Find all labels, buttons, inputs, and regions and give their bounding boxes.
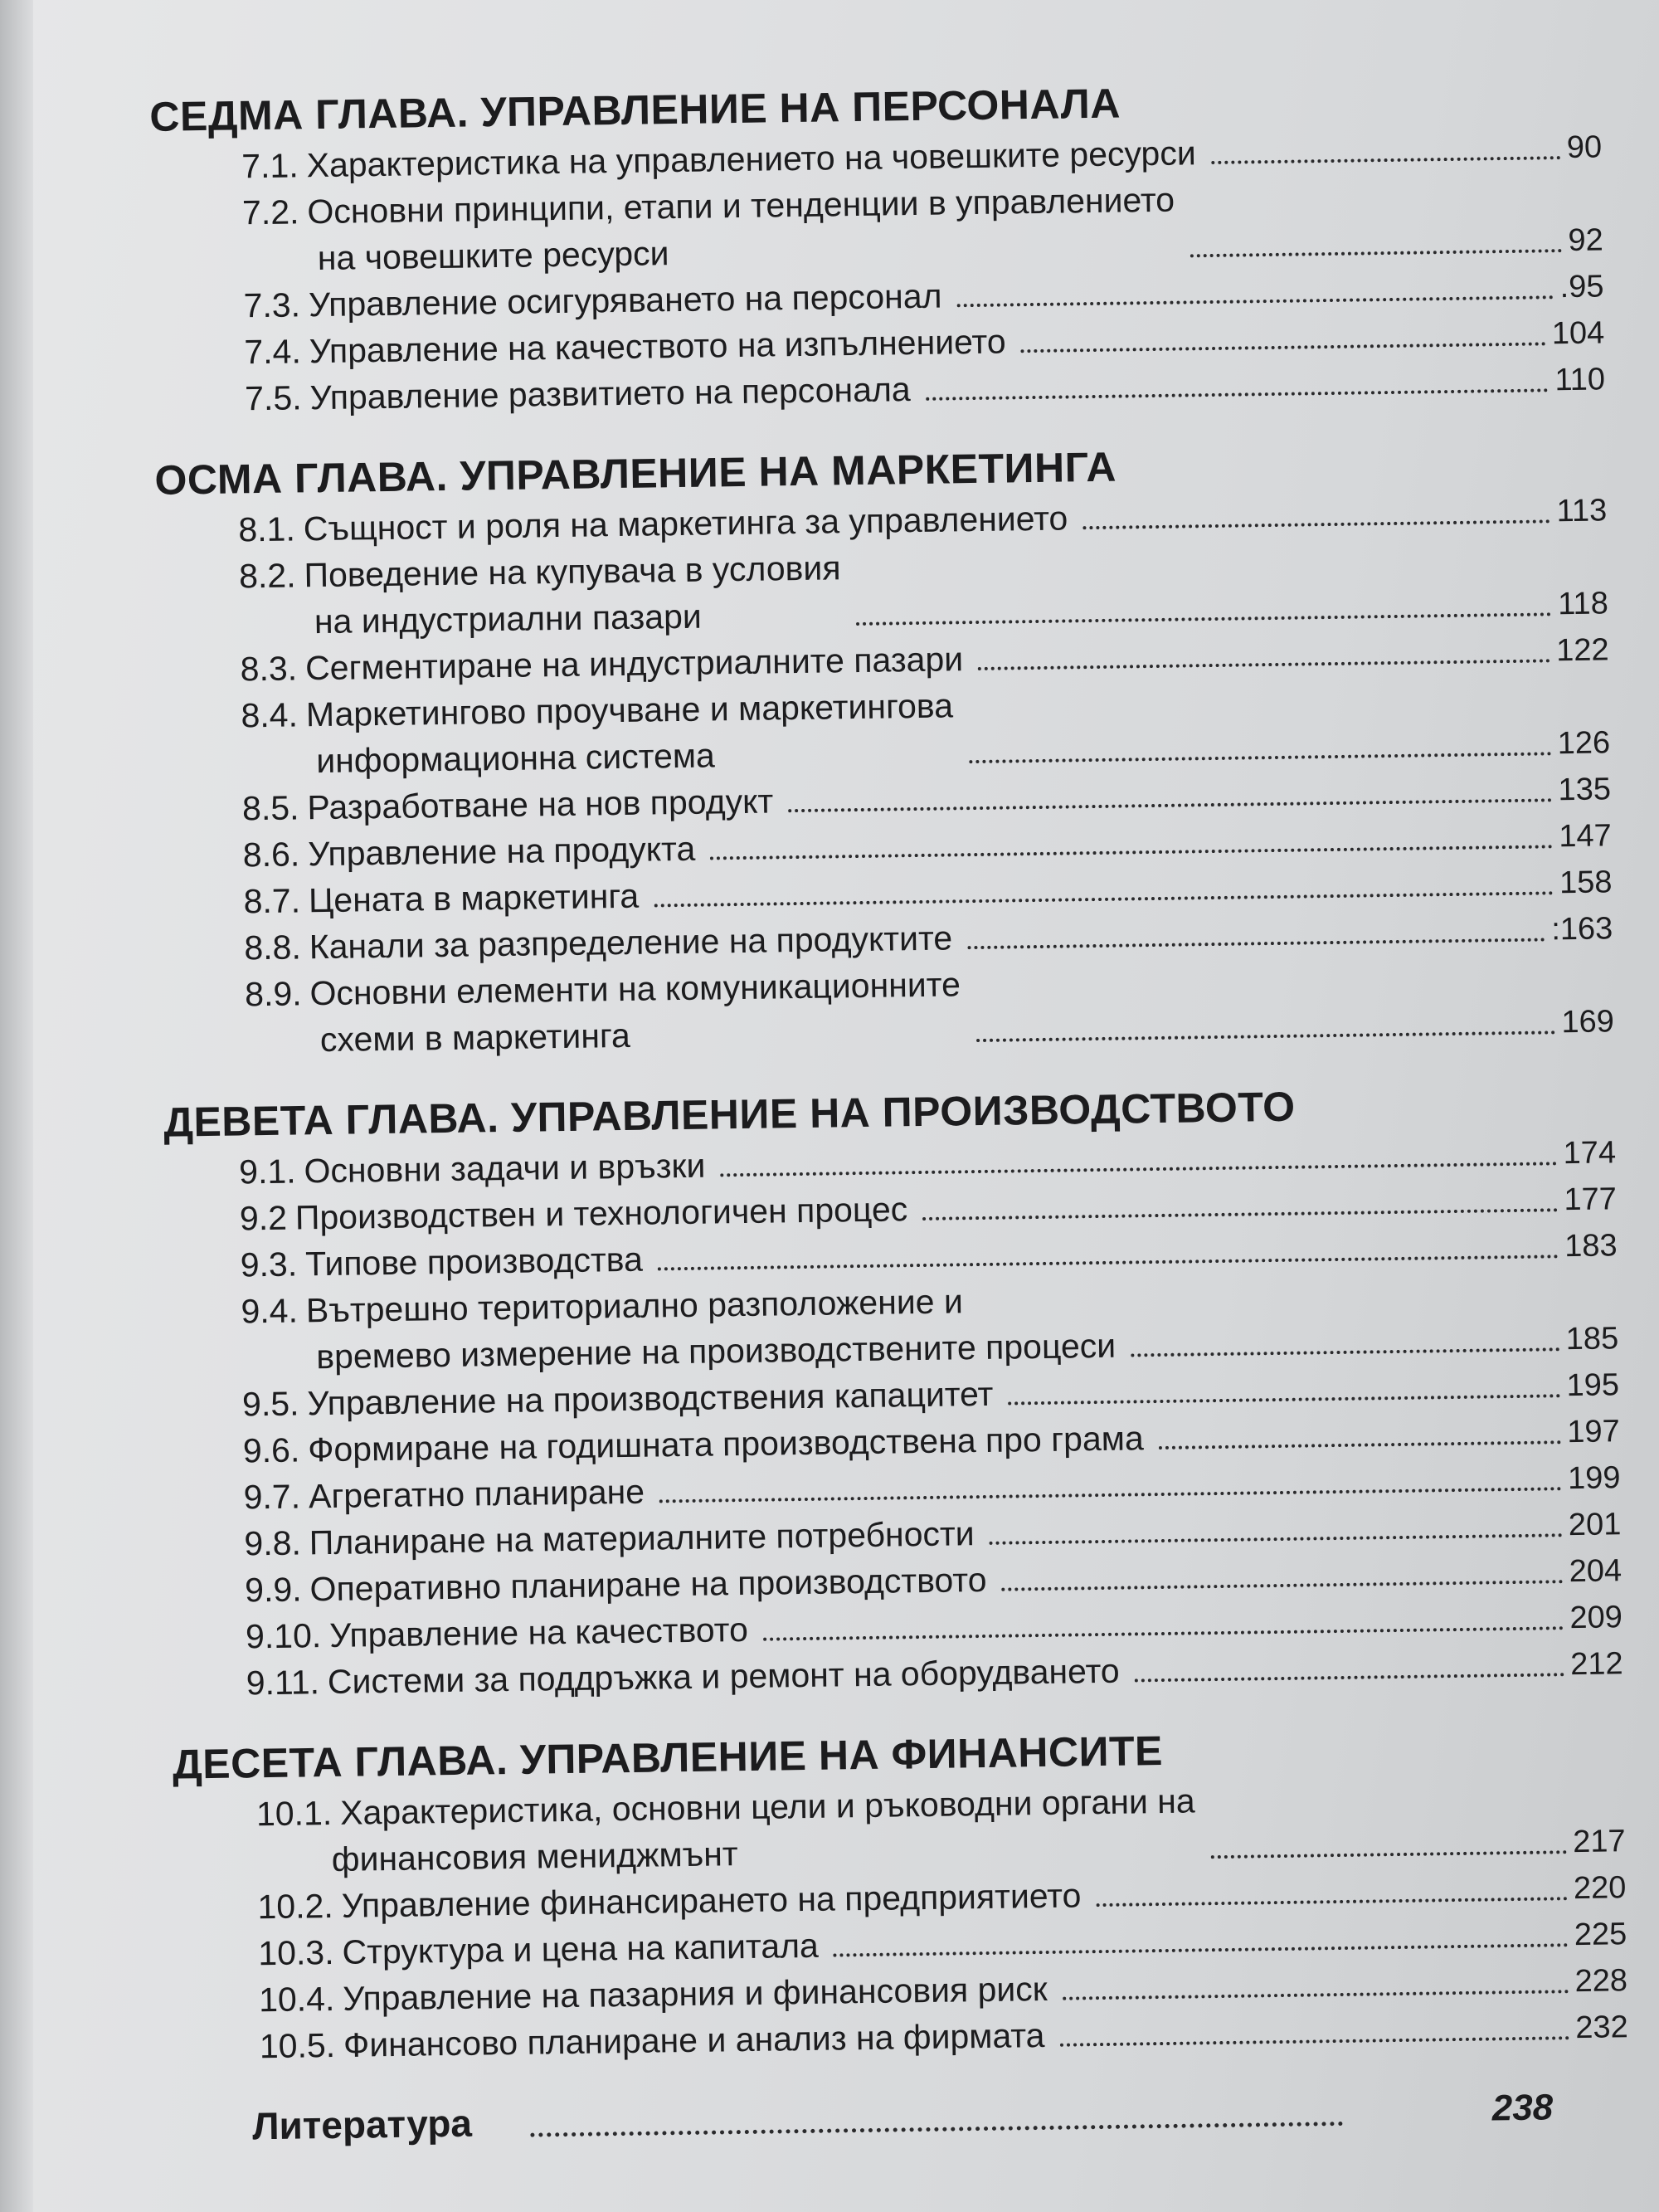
- page-number: 217: [1572, 1824, 1626, 1860]
- section-title: Финансово планиране и анализ на фирмата: [343, 2016, 1045, 2064]
- toc-entry-text: [242, 826, 695, 879]
- dot-leader: [788, 798, 1551, 812]
- chapter-title: СЕДМА ГЛАВА. УПРАВЛЕНИЕ НА ПЕРСОНАЛА: [149, 80, 1121, 140]
- section-number: 10.5.: [259, 2025, 336, 2066]
- section-title: Типове производства: [304, 1240, 644, 1284]
- page-number: .95: [1559, 269, 1604, 305]
- toc-entry-text: [245, 961, 961, 1064]
- section-number: 7.1.: [241, 146, 299, 186]
- section-number: 10.3.: [258, 1932, 334, 1973]
- toc-entry-literature[interactable]: [169, 2082, 1630, 2152]
- section-title: Управление финансирането на предприятието: [341, 1876, 1082, 1925]
- toc-entry-text: [240, 1186, 908, 1241]
- page-number: 169: [1561, 1004, 1615, 1040]
- dot-leader: [720, 1162, 1556, 1177]
- section-number: 9.9.: [244, 1570, 302, 1610]
- page-number: 110: [1554, 362, 1606, 398]
- section-title-continued: информационна система: [315, 736, 716, 781]
- page-number: 122: [1555, 632, 1609, 669]
- toc-entry-text: [239, 544, 842, 646]
- page-number: 228: [1574, 1963, 1628, 2000]
- section-title: Управление на качеството на изпълнението: [309, 322, 1006, 371]
- dot-leader: [1190, 249, 1562, 257]
- page-number: 126: [1557, 725, 1611, 762]
- section-number: 8.1.: [238, 509, 296, 549]
- dot-leader: [1159, 1440, 1561, 1449]
- dot-leader: [658, 1255, 1558, 1270]
- page-number: 204: [1569, 1553, 1623, 1590]
- section-number: 7.2.: [241, 192, 299, 232]
- section-title: Управление на качеството: [328, 1610, 749, 1655]
- section-number: 8.7.: [243, 881, 301, 921]
- dot-leader: [1021, 342, 1545, 353]
- section-number: 7.5.: [244, 378, 302, 418]
- toc-entry-text: [242, 777, 774, 831]
- dot-leader: [654, 891, 1553, 907]
- section-number: 9.2: [239, 1198, 288, 1238]
- table-of-contents: [141, 71, 1630, 2151]
- section-title-continued: на индустриални пазари: [314, 597, 703, 641]
- section-title: Характеристика, основни цели и ръководни органи на: [339, 1781, 1195, 1832]
- section-number: 9.4.: [241, 1291, 299, 1331]
- section-title-continued: на човешките ресурси: [317, 234, 669, 278]
- section-title: Основни задачи и връзки: [304, 1146, 706, 1191]
- toc-entry-text: [240, 1236, 643, 1289]
- dot-leader: [967, 938, 1545, 949]
- toc-entry-text: [245, 366, 911, 421]
- section-number: 8.4.: [241, 695, 299, 735]
- section-title: Системи за поддръжка и ремонт на оборудването: [327, 1651, 1120, 1702]
- chapter-section: [146, 434, 1614, 1065]
- section-number: 9.3.: [240, 1245, 298, 1284]
- chapter-section: [155, 1076, 1623, 1708]
- section-number: 9.11.: [246, 1663, 320, 1703]
- section-title: Основни принципи, етапи и тенденции в управлението: [307, 180, 1175, 231]
- page-number: :163: [1551, 911, 1613, 948]
- section-title: Формиране на годишната производствена про грама: [307, 1419, 1145, 1469]
- section-title-continued: времево измерение на производствените процеси: [315, 1326, 1117, 1376]
- section-title-continued: схеми в маркетинга: [319, 1016, 631, 1060]
- chapter-title: ДЕВЕТА ГЛАВА. УПРАВЛЕНИЕ НА ПРОИЗВОДСТВОТО: [163, 1083, 1296, 1146]
- section-title: Оперативно планиране на производството: [309, 1560, 987, 1609]
- section-number: 9.10.: [245, 1616, 322, 1656]
- toc-entry[interactable]: [153, 952, 1614, 1065]
- section-number: 9.5.: [241, 1384, 299, 1424]
- dot-leader: [976, 1030, 1555, 1042]
- page-number: 238: [1491, 2087, 1554, 2129]
- page-number: 183: [1564, 1228, 1618, 1264]
- dot-leader: [1211, 156, 1560, 164]
- section-title: Структура и цена на капитала: [342, 1926, 820, 1971]
- dot-leader: [957, 295, 1554, 307]
- dot-leader: [1135, 1673, 1564, 1682]
- section-title: Управление осигуряването на персонал: [308, 276, 942, 324]
- dot-leader: [978, 659, 1550, 670]
- section-title: Планиране на материалните потребности: [309, 1514, 975, 1562]
- dot-leader: [1002, 1580, 1563, 1591]
- literature-label: Литература: [251, 2101, 473, 2148]
- page-number: 118: [1557, 586, 1609, 622]
- section-number: 8.8.: [244, 928, 302, 967]
- section-title: Канали за разпределение на продуктите: [309, 918, 953, 967]
- dot-leader: [990, 1533, 1562, 1545]
- dot-leader: [1060, 2036, 1569, 2047]
- dot-leader: [1096, 1897, 1567, 1907]
- section-title: Маркетингово проучване и маркетингова: [305, 686, 954, 734]
- section-title: Управление развитието на персонала: [309, 370, 911, 417]
- dot-leader: [659, 1487, 1561, 1503]
- chapter-section: [164, 1718, 1628, 2071]
- dot-leader: [1131, 1347, 1559, 1357]
- page-number: 220: [1573, 1870, 1627, 1907]
- page-number: 225: [1574, 1917, 1627, 1953]
- page-number: 174: [1563, 1135, 1617, 1172]
- section-number: 7.3.: [243, 285, 301, 325]
- dot-leader: [834, 1943, 1568, 1956]
- section-title: Разработване на нов продукт: [307, 782, 774, 827]
- section-number: 8.2.: [238, 556, 296, 596]
- dot-leader: [710, 845, 1552, 860]
- toc-entry-text: [246, 1606, 749, 1659]
- toc-entry-text: [258, 1922, 819, 1976]
- toc-entry-text: [243, 1469, 645, 1521]
- section-title: Цената в маркетинга: [308, 876, 640, 920]
- section-number: 7.4.: [244, 332, 302, 372]
- dot-leader: [763, 1626, 1564, 1640]
- section-number: 9.6.: [242, 1430, 300, 1470]
- section-title: Поведение на купувача в условия: [304, 548, 841, 595]
- section-number: 8.6.: [242, 835, 300, 875]
- section-number: 8.3.: [240, 649, 298, 689]
- page-number: 199: [1567, 1460, 1621, 1497]
- page-number: 147: [1559, 818, 1612, 855]
- page-edge-shadow: [0, 0, 33, 2212]
- chapter-section: [141, 71, 1605, 423]
- page-number: 113: [1556, 493, 1608, 529]
- section-title: Управление на пазарния и финансовия риск: [343, 1969, 1048, 2018]
- dot-leader: [1211, 1850, 1567, 1859]
- section-number: 9.1.: [238, 1152, 296, 1191]
- page-number: 104: [1551, 315, 1605, 352]
- page-number: 92: [1568, 222, 1603, 258]
- section-title: Управление на продукта: [307, 829, 696, 874]
- toc-entry-text: [243, 873, 639, 925]
- toc-entry-text: [260, 2012, 1045, 2069]
- toc-entry-text: [239, 1143, 706, 1196]
- section-title: Агрегатно планиране: [308, 1472, 645, 1516]
- section-title-continued: финансовия мениджмънт: [331, 1834, 738, 1878]
- dot-leader: [969, 752, 1551, 763]
- page-number: 197: [1567, 1414, 1621, 1450]
- page-number: 201: [1568, 1507, 1622, 1543]
- dot-leader: [1082, 519, 1550, 529]
- page-number: 158: [1559, 865, 1613, 901]
- dot-leader: [1008, 1394, 1559, 1405]
- section-number: 10.2.: [257, 1886, 334, 1927]
- page-number: 135: [1558, 772, 1612, 808]
- section-number: 10.1.: [255, 1793, 333, 1834]
- toc-entry-text: [256, 1777, 1196, 1883]
- dot-leader: [530, 2122, 1343, 2137]
- section-number: 8.9.: [244, 974, 302, 1014]
- section-number: 9.7.: [243, 1477, 301, 1517]
- section-title: Характеристика на управлението на човешките ресурси: [306, 134, 1196, 185]
- dot-leader: [926, 388, 1549, 400]
- section-number: 8.5.: [241, 788, 299, 828]
- page-number: 177: [1564, 1182, 1618, 1218]
- chapter-title: ОСМА ГЛАВА. УПРАВЛЕНИЕ НА МАРКЕТИНГА: [154, 443, 1117, 504]
- section-title: Основни елементи на комуникационните: [309, 965, 961, 1013]
- toc-entry-text: [242, 177, 1176, 283]
- toc-entry-text: [241, 682, 954, 785]
- section-title: Същност и роля на маркетинга за управлението: [303, 499, 1068, 548]
- dot-leader: [1063, 1990, 1569, 2000]
- chapter-title: ДЕСЕТА ГЛАВА. УПРАВЛЕНИЕ НА ФИНАНСИТЕ: [172, 1727, 1164, 1788]
- section-number: 10.4.: [258, 1979, 335, 2020]
- page-number: 212: [1569, 1646, 1623, 1683]
- section-number: 9.8.: [244, 1523, 302, 1563]
- dot-leader: [922, 1208, 1557, 1220]
- page-number: 90: [1566, 129, 1603, 166]
- dot-leader: [856, 612, 1551, 626]
- section-title: Сегментиране на индустриалните пазари: [304, 640, 964, 688]
- page-number: 195: [1566, 1367, 1620, 1404]
- page-number: 209: [1569, 1600, 1623, 1636]
- section-title: Управление на производствения капацитет: [307, 1374, 994, 1423]
- section-title: Производствен и технологичен процес: [294, 1190, 908, 1237]
- toc-entry-text: [241, 1276, 1116, 1381]
- section-title: Вътрешно териториално разположение и: [305, 1282, 964, 1330]
- page-number: 185: [1565, 1321, 1619, 1357]
- page-number: 232: [1575, 2010, 1629, 2046]
